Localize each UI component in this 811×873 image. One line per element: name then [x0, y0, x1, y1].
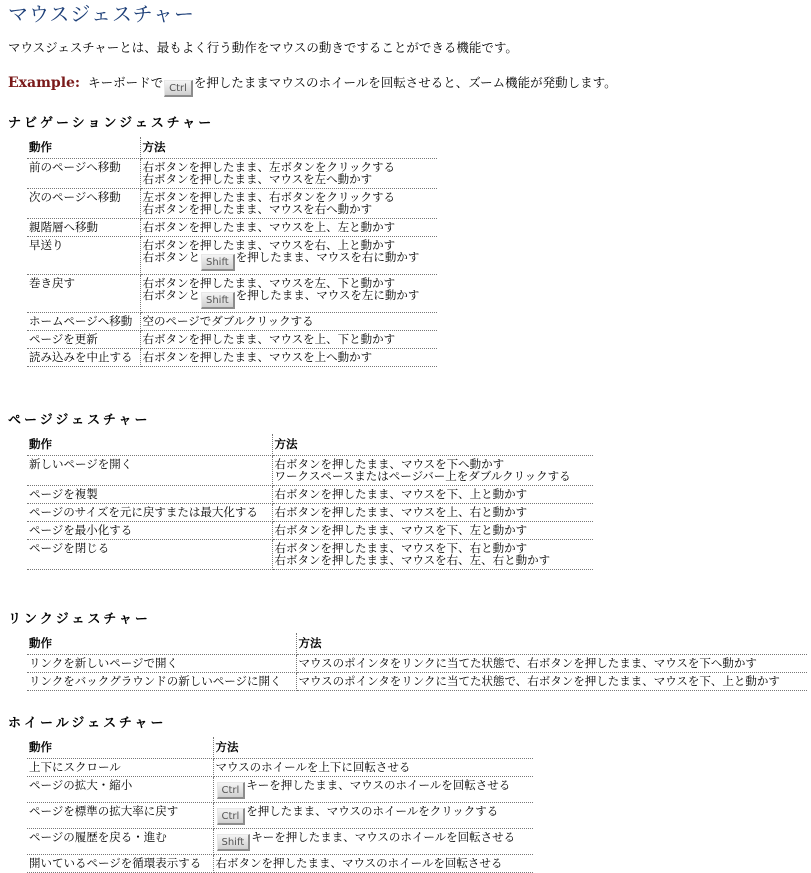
column-header-action: 動作 [27, 737, 213, 759]
page-gestures-heading: ページジェスチャー [8, 413, 151, 428]
method-line: 右ボタンを押したまま、マウスを上、下と動かす [142, 332, 396, 346]
method-cell [272, 504, 593, 522]
action-cell: ページを最小化する [27, 522, 272, 540]
method-line: 右ボタンを押したまま、マウスを下へ動かす [274, 457, 505, 471]
method-line: 右ボタンを押したまま、マウスを下、上と動かす [274, 487, 528, 501]
method-line: 右ボタンを押したまま、マウスを右へ動かす [142, 202, 373, 216]
method-cell [140, 159, 437, 189]
method-line [143, 251, 435, 271]
method-line: 右ボタンを押したまま、マウスを右、左、右と動かす [274, 553, 551, 567]
table-row [27, 331, 437, 349]
action-cell: 読み込みを中止する [27, 349, 140, 367]
method-line: 右ボタンを押したまま、マウスを下、左と動かす [274, 523, 528, 537]
shift-key-icon: Shift [201, 292, 235, 309]
action-cell: ホームページへ移動 [27, 313, 140, 331]
wheel-gestures-heading: ホイールジェスチャー [8, 716, 167, 731]
table-header-row [27, 737, 533, 759]
wheel-gestures-table [27, 737, 533, 873]
method-line: 右ボタンを押したまま、マウスを左、下と動かす [142, 276, 396, 290]
table-row [27, 486, 593, 504]
column-header-method: 方法 [272, 434, 593, 456]
table-row [27, 829, 533, 855]
method-cell [140, 331, 437, 349]
method-cell [272, 486, 593, 504]
method-cell [272, 540, 593, 570]
action-cell: リンクをバックグラウンドの新しいページに開く [27, 673, 296, 691]
action-cell: 巻き戻す [27, 275, 140, 313]
method-line: 空のページでダブルクリックする [142, 314, 314, 328]
table-row [27, 349, 437, 367]
method-line: 右ボタンを押したまま、マウスを上へ動かす [142, 350, 373, 364]
table-row [27, 237, 437, 275]
table-row [27, 855, 533, 873]
method-cell [140, 313, 437, 331]
ctrl-key-icon: Ctrl [164, 80, 193, 97]
action-cell: 次のページへ移動 [27, 189, 140, 219]
action-cell: ページの履歴を戻る・進む [27, 829, 213, 855]
table-row [27, 777, 533, 803]
link-gestures-table [27, 633, 807, 691]
intro-text: マウスジェスチャーとは、最もよく行う動作をマウスの動きですることができる機能です。 [8, 40, 518, 55]
method-line: 右ボタンを押したまま、左ボタンをクリックする [142, 160, 396, 174]
table-row [27, 504, 593, 522]
method-text: 右ボタンと [142, 288, 200, 302]
method-text: を押したまま、マウスのホイールをクリックする [246, 804, 499, 818]
page-title: マウスジェスチャー [8, 2, 195, 26]
column-header-method: 方法 [296, 633, 807, 655]
action-cell: 開いているページを循環表示する [27, 855, 213, 873]
method-text: キーを押したまま、マウスのホイールを回転させる [251, 830, 516, 844]
table-row [27, 522, 593, 540]
column-header-action: 動作 [27, 633, 296, 655]
table-header-row [27, 633, 807, 655]
method-line: 右ボタンを押したまま、マウスを左へ動かす [142, 172, 373, 186]
shift-key-icon: Shift [201, 254, 235, 271]
example-label: Example: [8, 75, 81, 91]
method-cell [272, 456, 593, 486]
action-cell: ページを閉じる [27, 540, 272, 570]
method-line [143, 289, 435, 309]
column-header-action: 動作 [27, 434, 272, 456]
column-header-method: 方法 [213, 737, 533, 759]
table-header-row [27, 434, 593, 456]
method-line: 右ボタンを押したまま、マウスを上、右と動かす [274, 505, 528, 519]
nav-gestures-table [27, 137, 437, 367]
action-cell: 早送り [27, 237, 140, 275]
method-cell [140, 349, 437, 367]
action-cell: ページのサイズを元に戻すまたは最大化する [27, 504, 272, 522]
table-row [27, 275, 437, 313]
table-row [27, 540, 593, 570]
method-cell [213, 829, 533, 855]
method-text: 右ボタンと [142, 250, 200, 264]
ctrl-key-icon: Ctrl [217, 808, 246, 825]
action-cell: 新しいページを開く [27, 456, 272, 486]
table-row [27, 159, 437, 189]
method-cell: 右ボタンを押したまま、マウスのホイールを回転させる [213, 855, 533, 873]
column-header-method: 方法 [140, 137, 437, 159]
action-cell: ページを更新 [27, 331, 140, 349]
page-gestures-table [27, 434, 593, 570]
method-line: 左ボタンを押したまま、右ボタンをクリックする [142, 190, 396, 204]
action-cell: ページの拡大・縮小 [27, 777, 213, 803]
table-row [27, 803, 533, 829]
link-gestures-heading: リンクジェスチャー [8, 612, 151, 627]
action-cell: 親階層へ移動 [27, 219, 140, 237]
method-line: 右ボタンを押したまま、マウスを右、上と動かす [142, 238, 396, 252]
action-cell: ページを複製 [27, 486, 272, 504]
column-header-action: 動作 [27, 137, 140, 159]
method-cell: マウスのホイールを上下に回転させる [213, 759, 533, 777]
table-row [27, 759, 533, 777]
example-text-after: を押したままマウスのホイールを回転させると、ズーム機能が発動します。 [193, 75, 617, 90]
method-line: ワークスペースまたはページバー上をダブルクリックする [274, 469, 571, 483]
method-cell [140, 219, 437, 237]
table-header-row [27, 137, 437, 159]
table-row [27, 655, 807, 673]
nav-gestures-heading: ナビゲーションジェスチャー [8, 116, 215, 131]
action-cell: 前のページへ移動 [27, 159, 140, 189]
method-line: 右ボタンを押したまま、マウスを上、左と動かす [142, 220, 396, 234]
table-row [27, 456, 593, 486]
table-row [27, 673, 807, 691]
table-row [27, 189, 437, 219]
action-cell: リンクを新しいページで開く [27, 655, 296, 673]
method-cell [213, 777, 533, 803]
example-text-before: キーボードで [88, 75, 164, 90]
method-line: 右ボタンを押したまま、マウスを下、右と動かす [274, 541, 528, 555]
method-cell: マウスのポインタをリンクに当てた状態で、右ボタンを押したまま、マウスを下、上と動かす [296, 673, 807, 691]
method-text: を押したまま、マウスを右に動かす [235, 250, 420, 264]
method-cell [140, 275, 437, 313]
method-text: キーを押したまま、マウスのホイールを回転させる [246, 778, 511, 792]
method-cell [140, 189, 437, 219]
action-cell: ページを標準の拡大率に戻す [27, 803, 213, 829]
table-row [27, 313, 437, 331]
ctrl-key-icon: Ctrl [217, 782, 246, 799]
method-cell [140, 237, 437, 275]
example-note [8, 73, 617, 97]
method-cell [272, 522, 593, 540]
table-row [27, 219, 437, 237]
method-cell [213, 803, 533, 829]
method-cell: マウスのポインタをリンクに当てた状態で、右ボタンを押したまま、マウスを下へ動かす [296, 655, 807, 673]
action-cell: 上下にスクロール [27, 759, 213, 777]
shift-key-icon: Shift [217, 834, 251, 851]
method-text: を押したまま、マウスを左に動かす [235, 288, 420, 302]
